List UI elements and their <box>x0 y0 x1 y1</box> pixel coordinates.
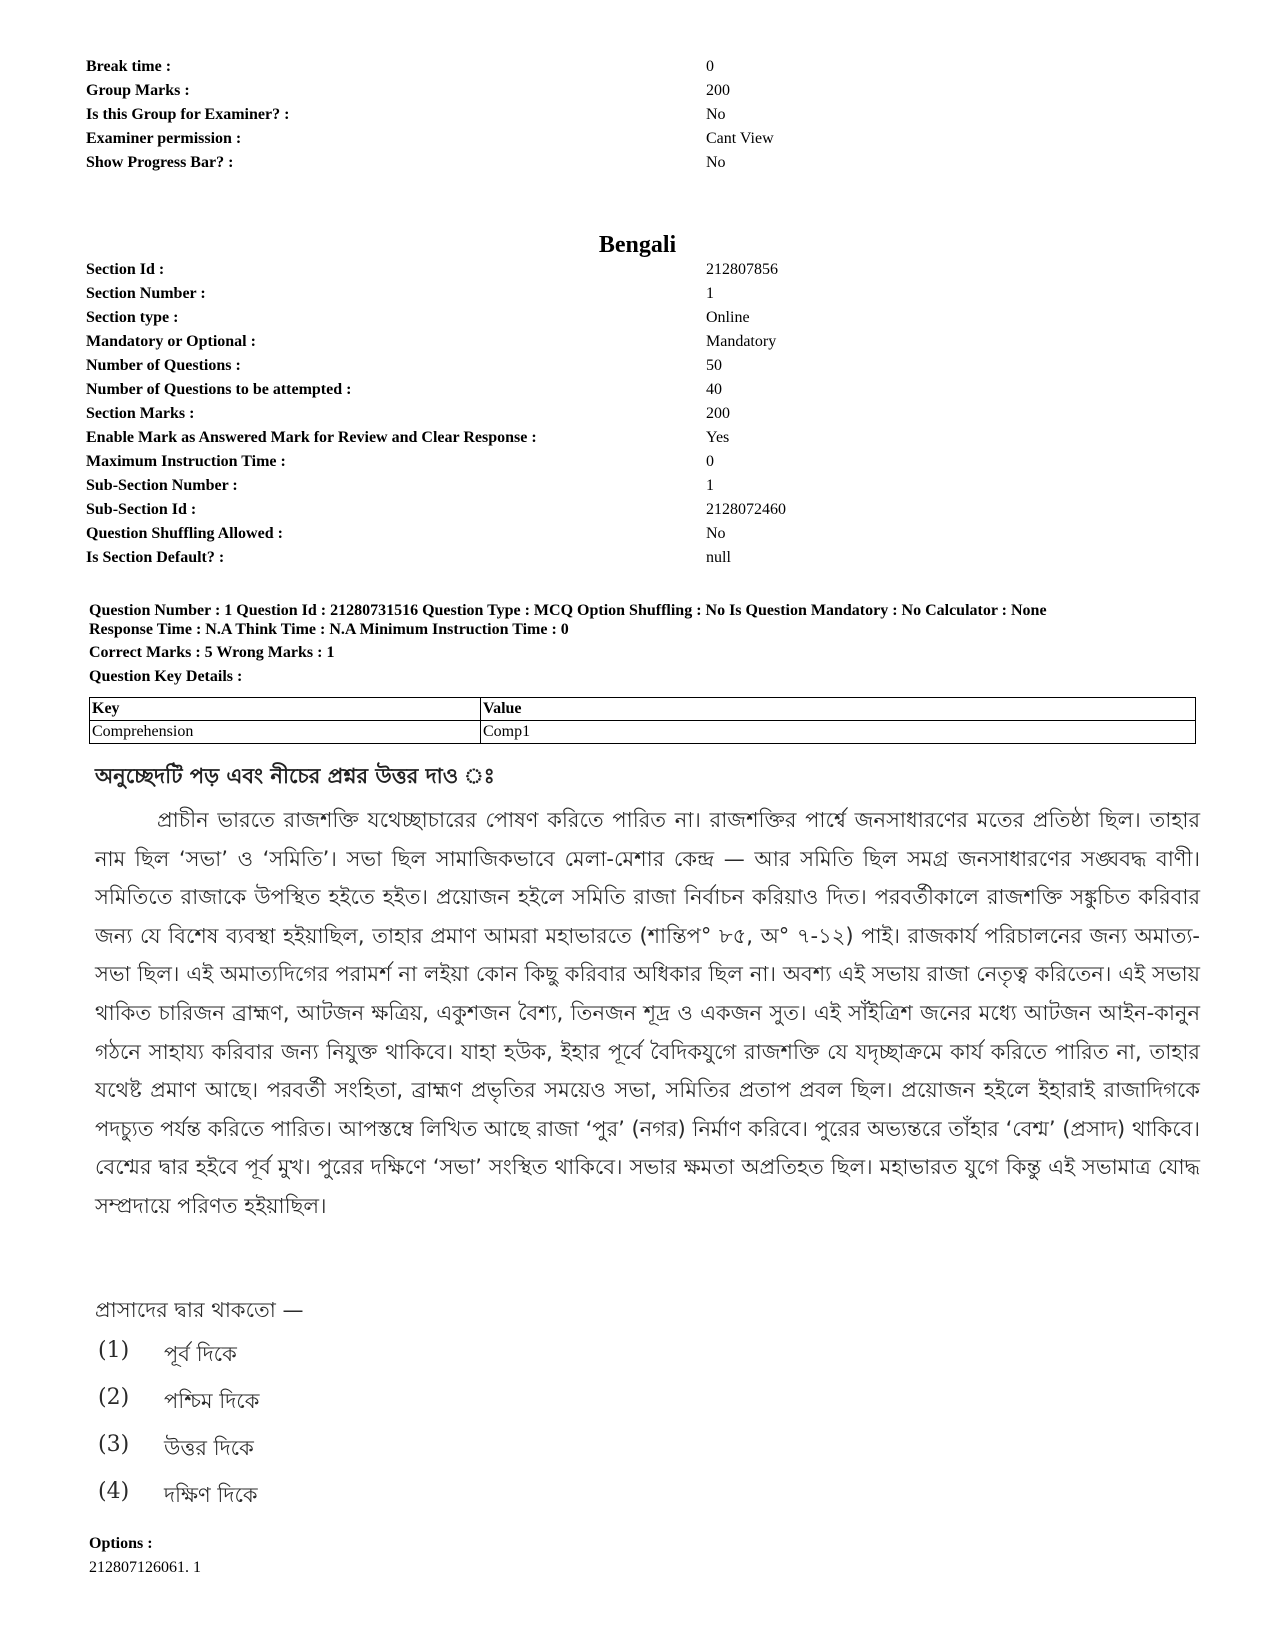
option-item <box>98 1338 237 1373</box>
info-key: Section Id : <box>86 261 165 278</box>
section-info-row <box>86 258 1206 282</box>
section-title: Bengali <box>598 232 677 258</box>
info-value: 212807856 <box>706 261 778 278</box>
group-info-row <box>86 103 1206 127</box>
option-id: 212807126061. 1 <box>89 1559 201 1576</box>
info-value: No <box>706 525 726 542</box>
section-info-row <box>86 378 1206 402</box>
info-key: Break time : <box>86 58 172 75</box>
info-key: Group Marks : <box>86 82 190 99</box>
info-value: 0 <box>706 58 714 75</box>
info-key: Show Progress Bar? : <box>86 154 234 171</box>
info-value: Mandatory <box>706 333 777 350</box>
info-value: 2128072460 <box>706 501 786 518</box>
options-label: Options : <box>89 1535 153 1552</box>
section-info-row <box>86 474 1206 498</box>
option-number: (2) <box>98 1385 130 1410</box>
info-key: Sub-Section Number : <box>86 477 238 494</box>
option-text: দক্ষিণ দিকে <box>164 1483 258 1507</box>
info-key: Number of Questions : <box>86 357 241 374</box>
question-marks: Correct Marks : 5 Wrong Marks : 1 <box>89 644 335 661</box>
info-value: 50 <box>706 357 722 374</box>
option-number: (3) <box>98 1432 130 1457</box>
option-item <box>98 1479 258 1514</box>
info-key: Examiner permission : <box>86 130 242 147</box>
info-value: No <box>706 154 726 171</box>
option-text: পূর্ব দিকে <box>164 1342 237 1366</box>
key-details-table <box>89 697 1196 744</box>
section-info-row <box>86 330 1206 354</box>
table-cell: Comp1 <box>481 721 1196 744</box>
comprehension-passage: প্রাচীন ভারতে রাজশক্তি যথেচ্ছাচারের পোষণ করিতে পারিত না। রাজশক্তির পার্শ্বে জনসাধারণের মতের প্রতিষ্ঠা ছিল। তাহার নাম ছিল ‘সভা’ ও ‘সমিতি’। সভা ছিল সামাজিকভাবে মেলা-মেশার কেন্দ্র — আর সমিতি ছিল সমগ্র জনসাধারণের সঙ্ঘবদ্ধ বাণী। সমিতিতে রাজাকে উপস্থিত হইতে হইত। প্রয়োজন হইলে সমিতি রাজা নির্বাচন করিয়াও দিত। পরবর্তীকালে রাজশক্তি সঙ্কুচিত করিবার জন্য যে বিশেষ ব্যবস্থা হইয়াছিল, তাহার প্রমাণ আমরা মহাভারতে (শান্তিপ° ৮৫, অ° ৭-১২) পাই। রাজকার্য পরিচালনের জন্য অমাত্য-সভা ছিল। এই অমাত্যদিগের পরামর্শ না লইয়া কোন কিছু করিবার অধিকার ছিল না। অবশ্য এই সভায় রাজা নেতৃত্ব করিতেন। এই সভায় থাকিত চারিজন ব্রাহ্মণ, আটজন ক্ষত্রিয়, একুশজন বৈশ্য, তিনজন শূদ্র ও একজন সুত। এই সাঁইত্রিশ জনের মধ্যে আটজন আইন-কানুন গঠনে সাহায্য করিবার জন্য নিযুক্ত থাকিবে। যাহা হউক, ইহার পূর্বে বৈদিকযুগে রাজশক্তি যে যদৃচ্ছাক্রমে কার্য করিতে পারিত না, তাহার যথেষ্ট প্রমাণ আছে। পরবর্তী সংহিতা, ব্রাহ্মণ প্রভৃতির সময়েও সভা, সমিতির প্রতাপ প্রবল ছিল। প্রয়োজন হইলে ইহারাই রাজাদিগকে পদচ্যুত পর্যন্ত করিতে পারিত। আপস্তম্বে লিখিত আছে রাজা ‘পুর’ (নগর) নির্মাণ করিবে। পুরের অভ্যন্তরে তাঁহার ‘বেশ্ম’ (প্রসাদ) থাকিবে। বেশ্মের দ্বার হইবে পূর্ব মুখ। পুরের দক্ষিণে ‘সভা’ সংস্থিত থাকিবে। সভার ক্ষমতা অপ্রতিহত ছিল। মহাভারত যুগে কিন্তু এই সভামাত্র যোদ্ধ সম্প্রদায়ে পরিণত হইয়াছিল। <box>95 808 1200 1218</box>
info-value: 200 <box>706 405 730 422</box>
section-info-row <box>86 498 1206 522</box>
group-info-row <box>86 151 1206 175</box>
info-value: No <box>706 106 726 123</box>
info-key: Section type : <box>86 309 179 326</box>
option-number: (1) <box>98 1338 130 1363</box>
option-item <box>98 1432 254 1467</box>
section-info-row <box>86 450 1206 474</box>
table-row <box>90 721 1196 744</box>
info-key: Is this Group for Examiner? : <box>86 106 290 123</box>
info-key: Question Shuffling Allowed : <box>86 525 283 542</box>
info-value: Yes <box>706 429 730 446</box>
info-key: Section Number : <box>86 285 206 302</box>
section-info-row <box>86 306 1206 330</box>
info-value: 1 <box>706 285 714 302</box>
option-number: (4) <box>98 1479 130 1504</box>
info-key: Number of Questions to be attempted : <box>86 381 352 398</box>
group-info-row <box>86 79 1206 103</box>
group-info-list <box>86 55 1206 175</box>
info-value: 40 <box>706 381 722 398</box>
option-text: উত্তর দিকে <box>164 1436 254 1460</box>
question-stem: প্রাসাদের দ্বার থাকতো — <box>95 1298 304 1322</box>
info-key: Mandatory or Optional : <box>86 333 256 350</box>
info-key: Sub-Section Id : <box>86 501 197 518</box>
info-value: Cant View <box>706 130 774 147</box>
question-meta-line2: Response Time : N.A Think Time : N.A Minimum Instruction Time : 0 <box>89 621 569 638</box>
info-value: 200 <box>706 82 730 99</box>
section-info-list <box>86 258 1206 570</box>
section-info-row <box>86 354 1206 378</box>
info-key: Is Section Default? : <box>86 549 225 566</box>
info-value: 1 <box>706 477 714 494</box>
info-value: Online <box>706 309 750 326</box>
section-info-row <box>86 426 1206 450</box>
table-header-cell: Key <box>90 698 481 721</box>
info-value: 0 <box>706 453 714 470</box>
section-info-row <box>86 546 1206 570</box>
group-info-row <box>86 127 1206 151</box>
info-key: Enable Mark as Answered Mark for Review and Clear Response : <box>86 429 537 446</box>
key-details-label: Question Key Details : <box>89 668 243 685</box>
section-info-row <box>86 522 1206 546</box>
option-item <box>98 1385 259 1420</box>
info-key: Section Marks : <box>86 405 195 422</box>
section-info-row <box>86 402 1206 426</box>
group-info-row <box>86 55 1206 79</box>
option-text: পশ্চিম দিকে <box>164 1389 260 1413</box>
comprehension-instruction: অনুচ্ছেদটি পড় এবং নীচের প্রশ্নর উত্তর দাও ঃ <box>95 764 495 788</box>
info-value: null <box>706 549 731 566</box>
question-meta-line1: Question Number : 1 Question Id : 21280731516 Question Type : MCQ Option Shuffling : No Is Question Mandatory : No Calculator : None <box>89 602 1047 619</box>
table-header-cell: Value <box>481 698 1196 721</box>
section-info-row <box>86 282 1206 306</box>
table-header-row <box>90 698 1196 721</box>
table-cell: Comprehension <box>90 721 481 744</box>
info-key: Maximum Instruction Time : <box>86 453 286 470</box>
